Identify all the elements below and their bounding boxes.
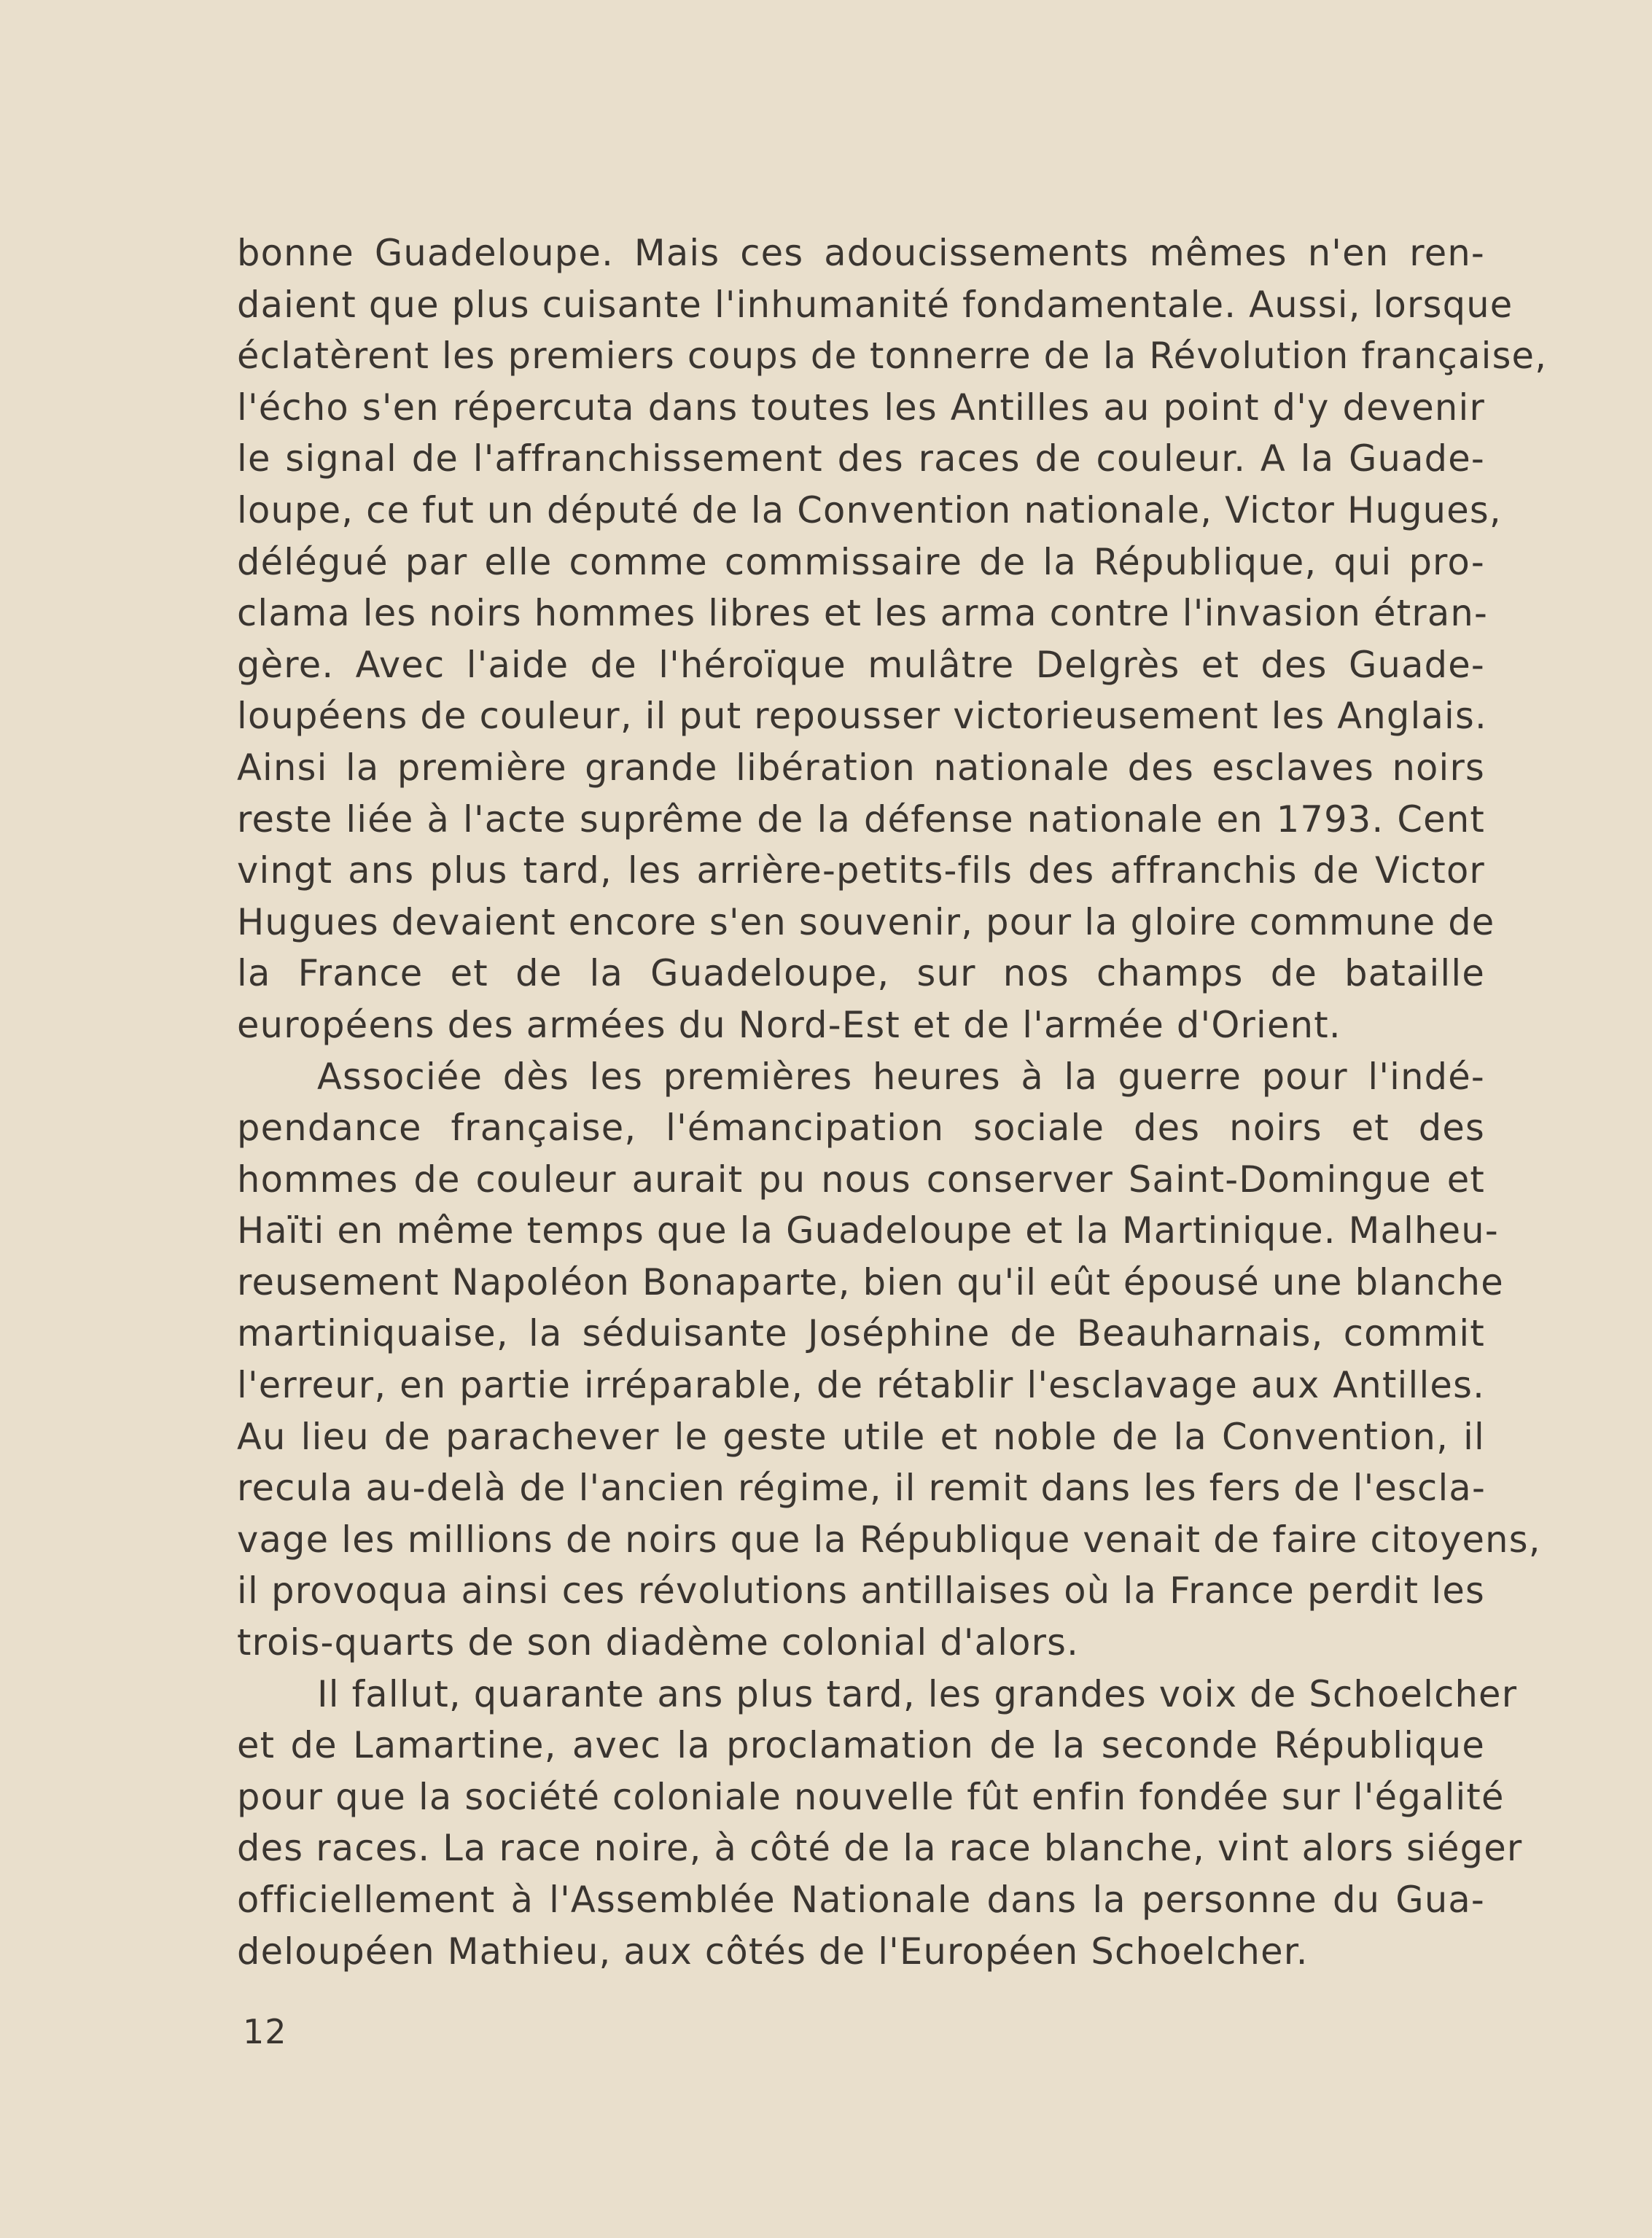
body-text: [237, 227, 1548, 1977]
text-line: reusement Napoléon Bonaparte, bien qu'il eût épousé une blanche: [237, 1260, 1504, 1303]
text-line: l'écho s'en répercuta dans toutes les Antilles au point d'y devenir: [237, 386, 1485, 429]
text-line: européens des armées du Nord-Est et de l'armée d'Orient.: [237, 1003, 1341, 1046]
text-line: loupe, ce fut un député de la Convention nationale, Victor Hugues,: [237, 488, 1502, 531]
text-line: loupéens de couleur, il put repousser victorieusement les Anglais.: [237, 695, 1487, 738]
text-line: Associée dès les premières heures à la guerre pour l'indé-: [317, 1055, 1485, 1098]
text-line: Haïti en même temps que la Guadeloupe et la Martinique. Malheu-: [237, 1209, 1499, 1252]
text-line: pendance française, l'émancipation sociale des noirs et des: [237, 1107, 1485, 1150]
paragraph-3: [237, 1669, 1523, 1978]
text-line: reste liée à l'acte suprême de la défense nationale en 1793. Cent: [237, 798, 1485, 841]
text-line: clama les noirs hommes libres et les arma contre l'invasion étran-: [237, 592, 1489, 635]
text-line: des races. La race noire, à côté de la race blanche, vint alors siéger: [237, 1827, 1523, 1870]
text-line: trois-quarts de son diadème colonial d'alors.: [237, 1621, 1080, 1664]
paragraph-2: [237, 1051, 1541, 1669]
text-line: hommes de couleur aurait pu nous conserver Saint-Domingue et: [237, 1158, 1485, 1201]
text-line: éclatèrent les premiers coups de tonnerre de la Révolution française,: [237, 335, 1548, 378]
text-line: officiellement à l'Assemblée Nationale dans la personne du Gua-: [237, 1879, 1485, 1921]
text-line: Hugues devaient encore s'en souvenir, pour la gloire commune de: [237, 900, 1495, 943]
text-line: gère. Avec l'aide de l'héroïque mulâtre Delgrès et des Guade-: [237, 643, 1485, 686]
page-number: 12: [243, 2012, 287, 2051]
text-line: daient que plus cuisante l'inhumanité fondamentale. Aussi, lorsque: [237, 283, 1513, 326]
text-line: délégué par elle comme commissaire de la République, qui pro-: [237, 540, 1485, 583]
text-line: Au lieu de parachever le geste utile et noble de la Convention, il: [237, 1415, 1485, 1458]
text-line: pour que la société coloniale nouvelle fût enfin fondée sur l'égalité: [237, 1775, 1505, 1818]
text-line: recula au-delà de l'ancien régime, il remit dans les fers de l'escla-: [237, 1467, 1487, 1510]
text-line: vingt ans plus tard, les arrière-petits-fils des affranchis de Victor: [237, 849, 1485, 892]
text-line: il provoqua ainsi ces révolutions antillaises où la France perdit les: [237, 1570, 1485, 1613]
text-line: Ainsi la première grande libération nationale des esclaves noirs: [237, 746, 1485, 789]
text-line: Il fallut, quarante ans plus tard, les grandes voix de Schoelcher: [317, 1672, 1518, 1715]
text-line: et de Lamartine, avec la proclamation de la seconde République: [237, 1724, 1485, 1767]
text-line: martiniquaise, la séduisante Joséphine de Beauharnais, commit: [237, 1312, 1485, 1355]
text-line: la France et de la Guadeloupe, sur nos champs de bataille: [237, 952, 1485, 995]
text-line: l'erreur, en partie irréparable, de rétablir l'esclavage aux Antilles.: [237, 1364, 1485, 1407]
text-line: bonne Guadeloupe. Mais ces adoucissements mêmes n'en ren-: [237, 232, 1485, 274]
text-line: vage les millions de noirs que la République venait de faire citoyens,: [237, 1518, 1541, 1561]
text-line: le signal de l'affranchissement des races de couleur. A la Guade-: [237, 437, 1485, 480]
text-line: deloupéen Mathieu, aux côtés de l'Européen Schoelcher.: [237, 1930, 1309, 1973]
paragraph-1: [237, 227, 1548, 1051]
